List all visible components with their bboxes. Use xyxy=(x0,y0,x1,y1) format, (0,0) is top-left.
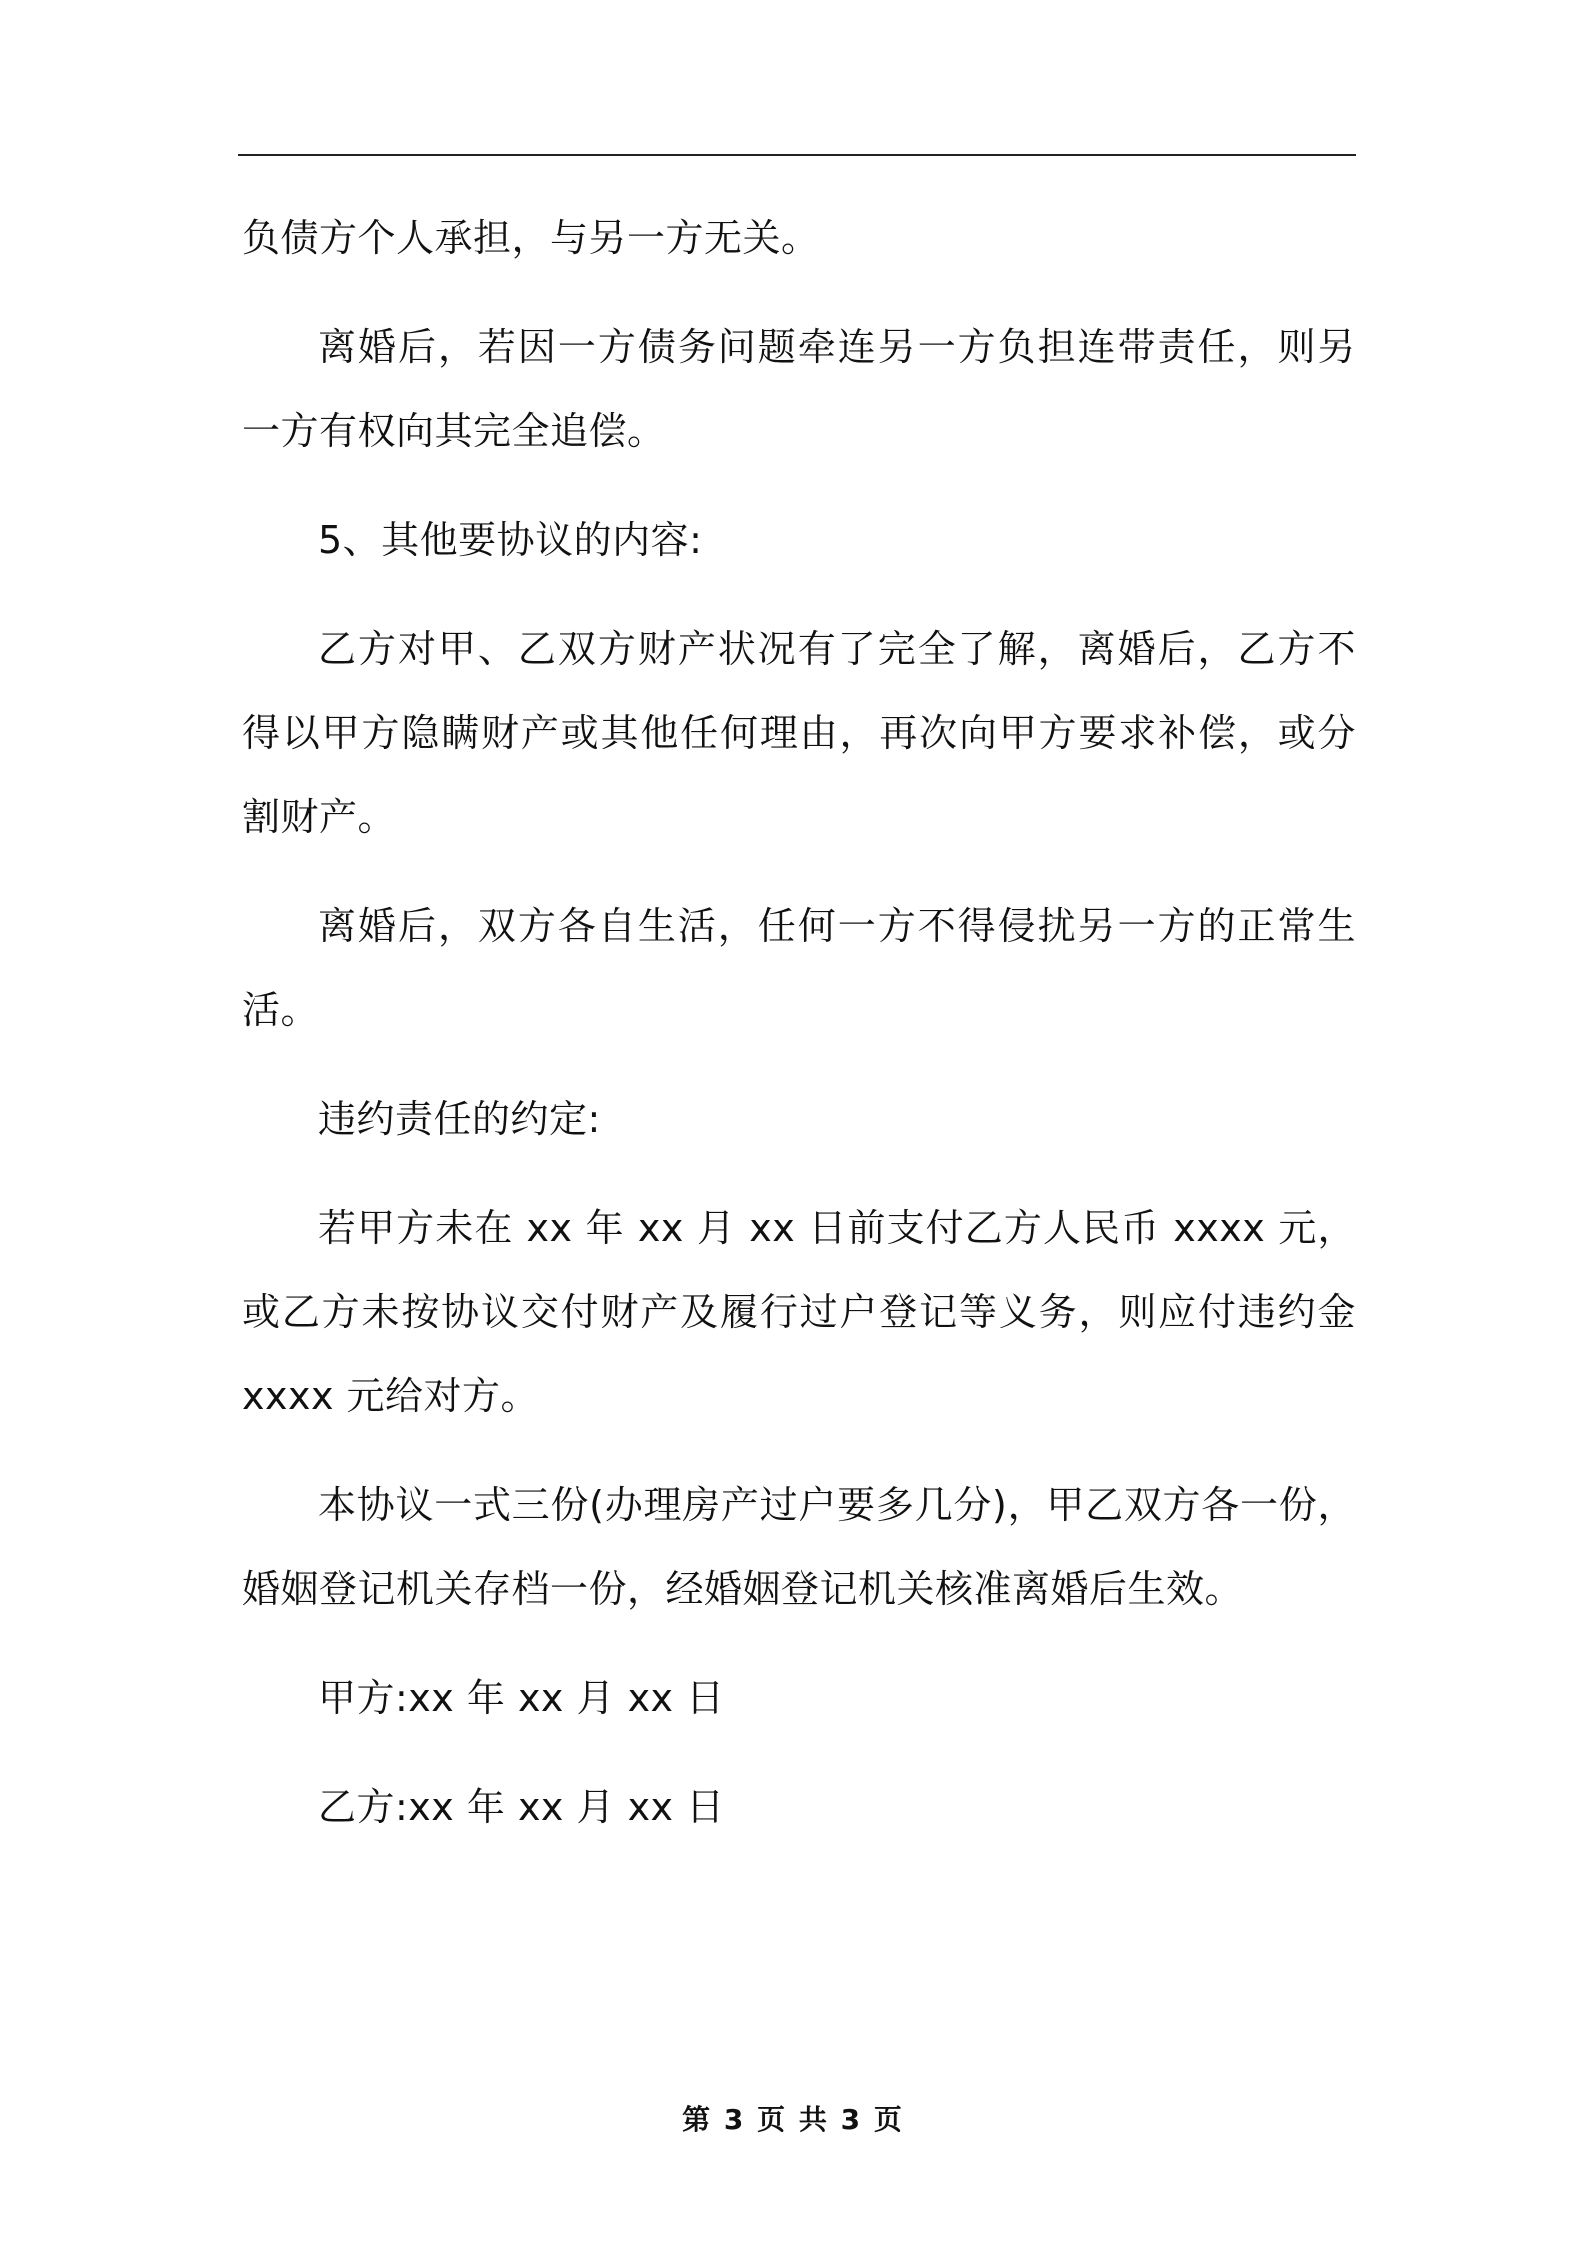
document-body xyxy=(242,196,1356,1874)
signature-party-a: 甲方:xx 年 xx 月 xx 日 xyxy=(318,1676,725,1720)
paragraph-debt-recourse: 离婚后，若因一方债务问题牵连另一方负担连带责任，则另一方有权向其完全追偿。 xyxy=(242,325,1356,453)
paragraph-no-interference: 离婚后，双方各自生活，任何一方不得侵扰另一方的正常生活。 xyxy=(242,904,1356,1032)
paragraph-copies-effectiveness: 本协议一式三份(办理房产过户要多几分)，甲乙双方各一份，婚姻登记机关存档一份，经婚姻登记机关核准离婚后生效。 xyxy=(242,1483,1356,1611)
section-heading-breach: 违约责任的约定: xyxy=(318,1097,601,1141)
signature-party-b: 乙方:xx 年 xx 月 xx 日 xyxy=(318,1785,725,1829)
page-number: 第 3 页 共 3 页 xyxy=(682,2103,904,2136)
section-heading-other-terms: 5、其他要协议的内容: xyxy=(318,518,703,562)
paragraph-breach-penalty: 若甲方未在 xx 年 xx 月 xx 日前支付乙方人民币 xxxx 元，或乙方未按协议交付财产及履行过户登记等义务，则应付违约金 xxxx 元给对方。 xyxy=(242,1206,1356,1418)
header-rule xyxy=(238,154,1356,156)
paragraph-property-waiver: 乙方对甲、乙双方财产状况有了完全了解，离婚后，乙方不得以甲方隐瞒财产或其他任何理由，再次向甲方要求补偿，或分割财产。 xyxy=(242,627,1356,839)
paragraph-debt-continuation: 负债方个人承担，与另一方无关。 xyxy=(242,216,820,260)
